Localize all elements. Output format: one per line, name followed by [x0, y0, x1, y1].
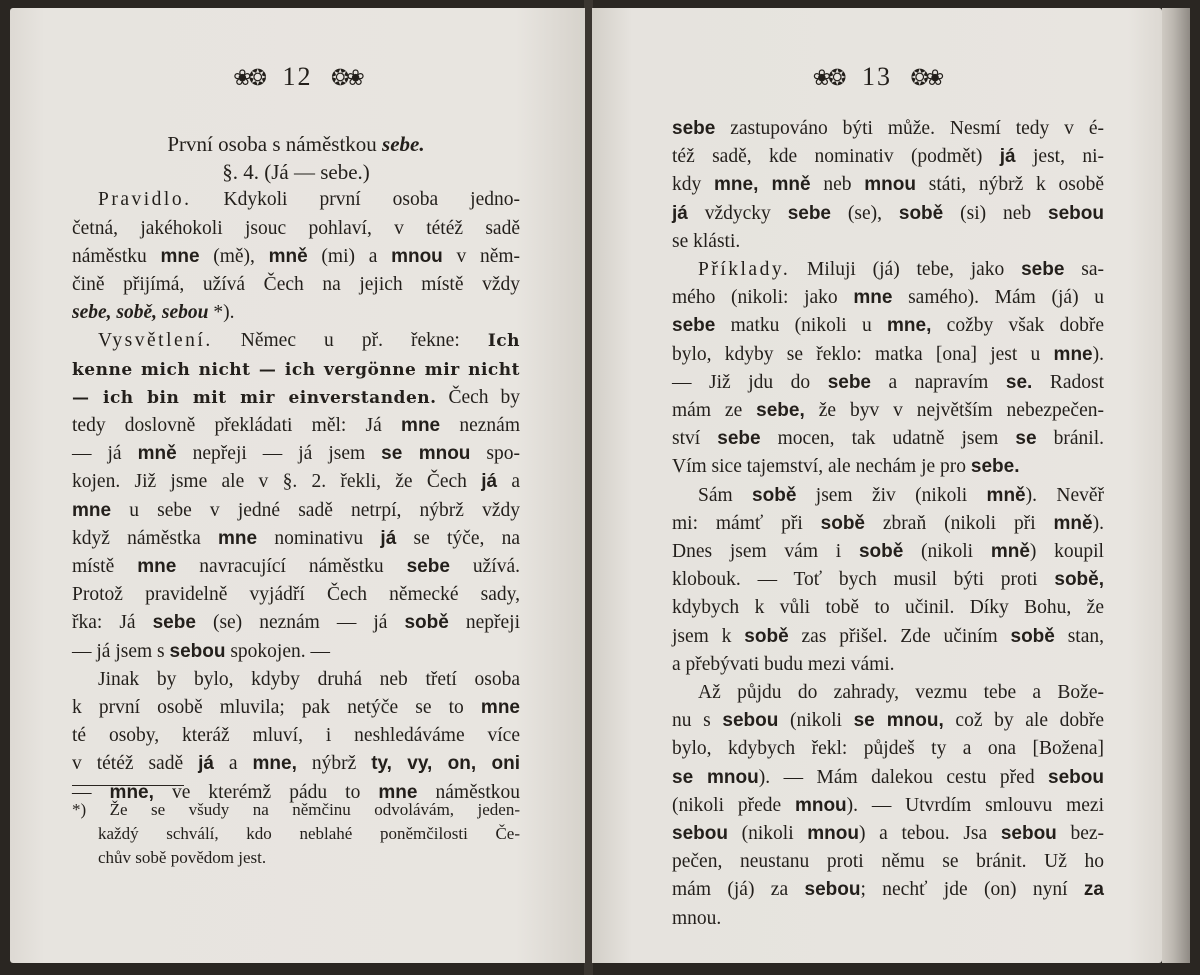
text-run: (mě), [199, 245, 269, 267]
text-line [672, 228, 1104, 256]
text-line [672, 905, 1104, 933]
text-line [672, 312, 1104, 340]
text-line [72, 694, 520, 722]
emphasis-run: sebou [1000, 823, 1057, 845]
emphasis-run: mne, mně [714, 174, 811, 196]
emphasis-run: mne, [252, 753, 297, 775]
emphasis-run: — ich bin mit mir einverstanden. [72, 387, 437, 408]
text-run: jest, ni- [1015, 146, 1104, 168]
text-line [72, 638, 520, 666]
text-run: mocen, tak udatně jsem [760, 428, 1016, 450]
emphasis-run: Vysvětlení. [98, 330, 213, 352]
emphasis-run: sebou [1048, 766, 1104, 788]
text-run: Kdykoli první osoba jedno- [191, 189, 520, 211]
emphasis-run: se [1015, 428, 1037, 450]
text-run: státi, nýbrž k osobě [915, 174, 1105, 196]
text-run: — já jsem s [72, 640, 170, 662]
text-run: každý schválí, kdo neblahé poněmčilosti Če- [98, 824, 520, 843]
text-line [72, 158, 520, 186]
emphasis-run: sebe [827, 371, 871, 393]
text-run: zastupováno býti může. Nesmí tedy v é- [715, 118, 1104, 139]
text-run: Čech by [436, 386, 520, 408]
emphasis-run: mnou [794, 794, 847, 816]
text-run: když náměstka [72, 527, 219, 549]
text-run: četná, jakéhokoli jsouc pohlaví, v tétéž sadě [72, 217, 520, 239]
text-line [72, 356, 520, 384]
emphasis-run: sebe. [970, 456, 1020, 478]
emphasis-run: za [1083, 879, 1104, 901]
text-run: pečen, neustanu proti němu se bránit. Už ho [672, 851, 1104, 873]
emphasis-run: ty, vy, on, oni [371, 753, 521, 775]
text-line [672, 735, 1104, 763]
text-run: nu s [672, 710, 723, 732]
right-page-body [672, 115, 1104, 933]
text-run: mi: mámť při [672, 512, 821, 534]
emphasis-run: sebe [717, 428, 761, 450]
text-line [672, 623, 1104, 651]
text-run: chův sobě povědom jest. [98, 848, 267, 867]
text-line [672, 651, 1104, 679]
text-run: bylo, kdybych řekl: půjdeš ty a ona [Božena] [672, 738, 1104, 760]
text-run: stan, [1054, 625, 1104, 647]
emphasis-run: já [999, 146, 1016, 168]
text-line [72, 186, 520, 214]
text-run: ) koupil [1029, 541, 1104, 563]
emphasis-run: sebe [672, 315, 716, 337]
text-line [672, 482, 1104, 510]
text-line [672, 143, 1104, 171]
emphasis-run: mne, [887, 315, 932, 337]
text-run: v tétéž sadě [72, 753, 199, 775]
text-run: jsem živ (nikoli [796, 484, 987, 506]
text-run: spo- [470, 443, 520, 465]
text-line [72, 846, 520, 870]
text-run: u sebe v jedné sadě netrpí, nýbrž vždy [111, 499, 520, 521]
text-run: užívá. [449, 556, 521, 578]
emphasis-run: Pravidlo. [98, 189, 192, 211]
emphasis-run: já [481, 471, 498, 493]
text-line [672, 566, 1104, 594]
text-run: též sadě, kde nominativ (podmět) [672, 146, 1000, 168]
emphasis-run: mne [401, 415, 441, 437]
footnote [72, 798, 520, 870]
text-run: vždycky [687, 202, 788, 224]
emphasis-run: sebou [1048, 202, 1104, 224]
text-line [672, 594, 1104, 622]
text-line [672, 538, 1104, 566]
text-line [672, 200, 1104, 228]
text-run: jsem k [672, 625, 745, 647]
text-line [672, 876, 1104, 904]
emphasis-run: Ich [487, 331, 520, 352]
emphasis-run: sobě [820, 512, 866, 534]
text-run: mnou. [672, 907, 722, 929]
emphasis-run: sebou [804, 879, 861, 901]
text-run: místě [72, 556, 138, 578]
right-page [592, 8, 1162, 963]
text-line [72, 822, 520, 846]
emphasis-run: kenne mich nicht — ich vergönne mir nicht [72, 359, 520, 380]
text-run: ). [1092, 512, 1104, 534]
text-run: *) Že se všudy na němčinu odvolávám, jeden- [72, 800, 520, 819]
text-line [672, 341, 1104, 369]
emphasis-run: sobě [1010, 625, 1055, 647]
text-run: — já [72, 443, 138, 465]
right-page-header [592, 62, 1162, 92]
text-run: Sám [698, 484, 753, 506]
text-run: kojen. Již jsme ale v §. 2. řekli, že Čech [72, 471, 482, 493]
text-run: ve kterémž pádu to [153, 781, 379, 803]
text-run: bylo, kdyby se řeklo: matka [ona] jest u [672, 343, 1054, 365]
text-run: spokojen. — [225, 640, 330, 662]
text-run: k první osobě mluvila; pak netýče se to [72, 697, 481, 719]
text-line [72, 798, 520, 822]
text-line [72, 609, 520, 637]
text-line [672, 820, 1104, 848]
text-run: ). — Utvrdím smlouvu mezi [846, 794, 1104, 816]
left-page-header [10, 62, 585, 92]
emphasis-run: sobě [752, 484, 797, 506]
emphasis-run: sobě, [1054, 569, 1104, 591]
text-run: ; nechť jde (on) nyní [860, 879, 1084, 901]
emphasis-run: sebe [672, 118, 716, 139]
left-page-body [72, 130, 520, 807]
text-run: kdybych k vůli tobě to učinil. Díky Bohu, že [672, 597, 1104, 619]
emphasis-run: mne, [109, 781, 154, 803]
emphasis-run: já [198, 753, 214, 775]
text-line [672, 848, 1104, 876]
emphasis-run: mne [137, 556, 177, 578]
text-line [72, 525, 520, 553]
text-run: Dnes jsem vám i [672, 541, 859, 563]
emphasis-run: mne [72, 499, 112, 521]
text-line [672, 792, 1104, 820]
text-line [672, 284, 1104, 312]
emphasis-run: se mnou, [853, 710, 944, 732]
text-run: zbraň (nikoli při [865, 512, 1054, 534]
text-line [672, 707, 1104, 735]
text-run: nepřeji [448, 612, 521, 634]
page-edges [1162, 8, 1190, 963]
text-line [672, 510, 1104, 538]
emphasis-run: sebou [722, 710, 779, 732]
text-run: sa- [1064, 259, 1104, 281]
ornament-left-icon: ❀❂ [812, 65, 844, 90]
text-run: nominativu [257, 527, 381, 549]
text-run: v něm- [442, 245, 521, 267]
emphasis-run: sebou [672, 823, 728, 845]
text-line [672, 764, 1104, 792]
text-line [72, 497, 520, 525]
emphasis-run: sebe, [756, 400, 805, 422]
left-page [10, 8, 585, 963]
emphasis-run: sebe [406, 556, 450, 578]
text-run: čině přijímá, užívá Čech na jejich místě vždy [72, 274, 520, 296]
emphasis-run: sebe [787, 202, 831, 224]
text-run: Němec u př. řekne: [212, 330, 488, 352]
emphasis-run: mne [480, 697, 520, 719]
emphasis-run: mnou [391, 245, 443, 267]
text-run: neb [810, 174, 865, 196]
text-run: navracující náměstku [176, 556, 407, 578]
text-run: Vím sice tajemství, ale nechám je pro [672, 456, 971, 478]
text-run: že byv v největším nebezpečen- [804, 400, 1104, 422]
text-run: Až půjdu do zahrady, vezmu tebe a Bože- [698, 682, 1104, 704]
text-run: a [213, 753, 253, 775]
text-run: mám (já) za [672, 879, 805, 901]
emphasis-run: sebou [169, 640, 226, 662]
text-line [72, 581, 520, 609]
text-run: ). — Mám dalekou cestu před [758, 766, 1049, 788]
text-run: Miluji (já) tebe, jako [790, 259, 1022, 281]
text-line [72, 468, 520, 496]
emphasis-run: sobě [404, 612, 449, 634]
emphasis-run: mne [378, 781, 418, 803]
emphasis-run: se. [1005, 371, 1033, 393]
text-run: náměstkou [417, 781, 520, 803]
text-run: (nikoli [727, 823, 808, 845]
text-line [72, 750, 520, 778]
emphasis-run: se mnou [672, 766, 759, 788]
text-line [72, 666, 520, 694]
text-run: (nikoli [903, 541, 991, 563]
text-line [72, 553, 520, 581]
text-line [72, 130, 520, 158]
emphasis-run: mne [218, 527, 258, 549]
emphasis-run: mně [268, 245, 308, 267]
text-run: — [72, 781, 110, 803]
text-run: §. 4. (Já — sebe.) [222, 160, 370, 185]
text-run: neznám [440, 415, 520, 437]
ornament-right-icon: ❂❀ [331, 65, 362, 90]
text-line [672, 115, 1104, 143]
text-run: což by ale dobře [943, 710, 1105, 732]
text-run: se týče, na [396, 527, 520, 549]
ornament-left-icon: ❀❂ [233, 65, 264, 90]
emphasis-run: se mnou [381, 443, 471, 465]
emphasis-run: sebe. [382, 132, 425, 156]
emphasis-run: Příklady. [698, 259, 791, 281]
text-line [72, 722, 520, 750]
text-run: (mi) a [307, 245, 392, 267]
text-run: *). [208, 302, 235, 324]
text-run: (se), [831, 202, 899, 224]
text-run: náměstku [72, 245, 161, 267]
emphasis-run: mně [990, 541, 1030, 563]
emphasis-run: sobě [898, 202, 944, 224]
text-run: Protož pravidelně vyjádří Čech německé sady, [72, 584, 520, 606]
emphasis-run: mně [986, 484, 1026, 506]
text-line [672, 679, 1104, 707]
emphasis-run: já [380, 527, 397, 549]
emphasis-run: mne [853, 287, 893, 309]
emphasis-run: sebe [1021, 259, 1065, 281]
text-line [672, 369, 1104, 397]
text-run: bez- [1056, 823, 1104, 845]
text-line [72, 384, 520, 412]
emphasis-run: mně [137, 443, 177, 465]
text-run: a [497, 471, 520, 493]
text-run: té osoby, kteráž mluví, i neshledáváme více [72, 725, 520, 747]
text-run: ). [1092, 343, 1104, 365]
text-line [672, 453, 1104, 481]
text-run: a přebývati budu mezi vámi. [672, 653, 895, 675]
text-run: ). Nevěř [1025, 484, 1104, 506]
text-run: a napravím [871, 371, 1006, 393]
text-run: (nikoli [778, 710, 854, 732]
text-run: řka: Já [72, 612, 153, 634]
emphasis-run: mne [160, 245, 200, 267]
text-run: matku (nikoli u [715, 315, 888, 337]
text-run: První osoba s náměstkou [167, 132, 383, 156]
text-run: kdy [672, 174, 715, 196]
text-run: klobouk. — Toť bych musil býti proti [672, 569, 1055, 591]
text-line [72, 299, 520, 327]
text-run: zas přišel. Zde učiním [788, 625, 1011, 647]
text-line [672, 425, 1104, 453]
emphasis-run: mnou [864, 174, 916, 196]
text-run: nepřeji — já jsem [176, 443, 382, 465]
text-line [72, 271, 520, 299]
text-line [72, 327, 520, 355]
text-run: — Již jdu do [672, 371, 828, 393]
emphasis-run: sebe [152, 612, 196, 634]
page-number: 12 [282, 62, 313, 91]
text-line [72, 243, 520, 271]
text-run: mám ze [672, 400, 757, 422]
emphasis-run: sobě [744, 625, 789, 647]
text-run: Jinak by bylo, kdyby druhá neb třetí osoba [98, 668, 520, 690]
emphasis-run: já [672, 202, 688, 224]
text-line [72, 215, 520, 243]
text-run: se klásti. [672, 230, 741, 252]
text-line [672, 397, 1104, 425]
text-run: mého (nikoli: jako [672, 287, 854, 309]
text-run: tedy doslovně překládati měl: Já [72, 415, 402, 437]
text-line [72, 440, 520, 468]
emphasis-run: mně [1053, 512, 1093, 534]
text-run: cožby však dobře [931, 315, 1104, 337]
text-line [672, 171, 1104, 199]
emphasis-run: mne [1053, 343, 1093, 365]
text-run: nýbrž [296, 753, 372, 775]
text-run: (si) neb [943, 202, 1049, 224]
text-line [672, 256, 1104, 284]
emphasis-run: sobě [858, 541, 904, 563]
footnote-rule [72, 785, 184, 786]
text-run: ) a tebou. Jsa [859, 823, 1001, 845]
text-line [72, 412, 520, 440]
page-number: 13 [862, 62, 892, 91]
text-run: bránil. [1036, 428, 1104, 450]
text-run: samého). Mám (já) u [892, 287, 1104, 309]
text-run: (nikoli přede [672, 794, 795, 816]
emphasis-run: sebe, sobě, sebou [72, 302, 209, 324]
text-run: Radost [1032, 371, 1104, 393]
ornament-right-icon: ❂❀ [910, 65, 942, 90]
emphasis-run: mnou [807, 823, 859, 845]
text-run: (se) neznám — já [195, 612, 405, 634]
text-run: ství [672, 428, 718, 450]
